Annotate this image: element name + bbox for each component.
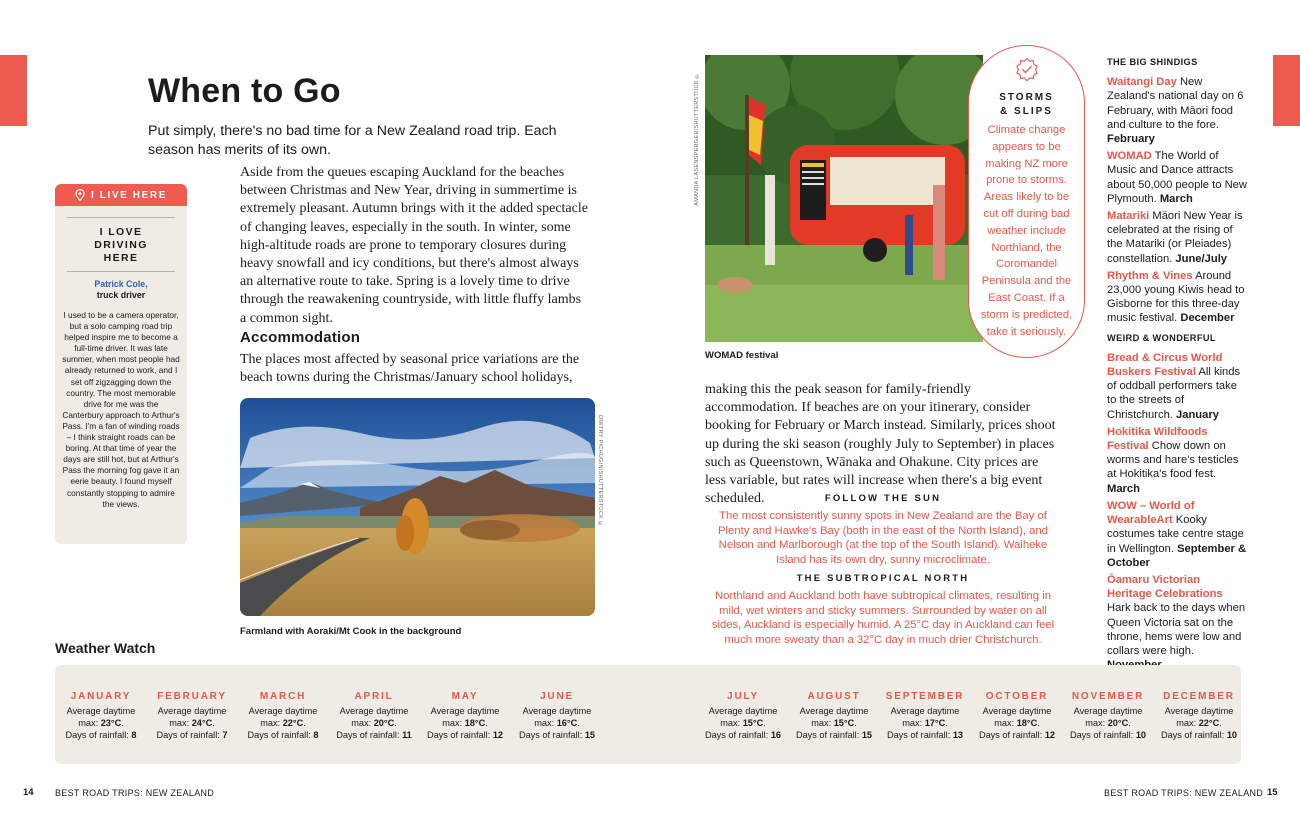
farmland-caption: Farmland with Aoraki/Mt Cook in the background: [240, 626, 462, 637]
contributor: [55, 279, 187, 301]
follow-sun-heading: FOLLOW THE SUN: [824, 493, 942, 504]
i-live-here-box: [55, 184, 187, 544]
farmland-landscape-image: [240, 398, 595, 616]
running-footer-right: BEST ROAD TRIPS: NEW ZEALAND: [1104, 788, 1264, 798]
weather-watch-heading: Weather Watch: [55, 640, 156, 656]
right-page-tab: [1273, 55, 1300, 126]
event-item: Ōamaru Victorian Heritage Celebrations Hark back to the days when Queen Victoria sat on the throne, hems were low and collars were high.: [1107, 573, 1246, 657]
body-paragraph: Aside from the queues escaping Auckland for the beaches between Christmas and New Year, driving in summertime is extremely pleasant. Autumn brings with it the added spectacle of changing leaves, especially in the south. In winter, some high-altitude roads are prone to temporary closures during heavy snowfall and icy conditions, but there's almost always an alternative route to take. Spring is a lovely time to drive through the reawakening countryside, with little fluffy lambs a common sight.: [240, 165, 588, 326]
intro-text: Put simply, there's no bad time for a New Zealand road trip. Each season has merits of its own.: [148, 123, 557, 158]
storms-text: Climate change appears to be making NZ more prone to storms. Areas likely to be cut off during bad weather include Northland, the Coromandel Peninsula and the East Coast. If a storm is predicted, take it seriously.: [980, 124, 1073, 338]
event-item: WOW – World of WearableArt Kooky costumes take centre stage in Wellington. September & October: [1107, 499, 1247, 569]
month-weather: JULY Average daytime max: 15°C. Days of rainfall: 16: [704, 691, 782, 740]
womad-photo: [705, 55, 983, 342]
month-weather: NOVEMBER Average daytime max: 20°C. Days of rainfall: 10: [1069, 691, 1147, 740]
farmland-photo: [240, 398, 595, 616]
i-live-here-badge: [55, 184, 187, 206]
location-pin-icon: [75, 189, 85, 201]
month-weather: MAY Average daytime max: 18°C. Days of rainfall: 12: [426, 691, 504, 740]
subtropical-text: Northland and Auckland both have subtropical climates, resulting in mild, wet winters and sticky summers. Surrounded by water on all sides, Auckland is especially humid. A 25°C day in Auckland can feel much more sweaty than a 32°C day in much drier Christchurch.: [711, 590, 1055, 646]
left-page-tab: [0, 55, 27, 126]
contributor-quote: I used to be a camera operator, but a solo camping road trip helped inspire me to become a full-time driver. It was late summer, when most people had already returned to work, and I set off zigzagging down the country. The most memorable drive for me was the Canterbury approach to Arthur's Pass. I'm a fan of winding roads – I think straight roads can be boring. At that time of year the days are still hot, but at Arthur's Pass the morning fog gave it an eerie beauty. I found myself constantly stopping to admire the views.: [62, 310, 180, 509]
month-weather: MARCH Average daytime max: 22°C. Days of rainfall: 8: [247, 691, 319, 740]
page-title: When to Go: [148, 72, 341, 110]
page-number-right: 15: [1267, 787, 1278, 798]
accommodation-heading: Accommodation: [240, 329, 361, 346]
accommodation-paragraph-continued: making this the peak season for family-friendly accommodation. If beaches are on your itinerary, consider booking for February or March instead. Similarly, prices shoot up during the ski season (roughly July to September) in places such as Queenstown, Wānaka and Ohakune. City prices are less variable, but rates will increase when there's a big event scheduled.: [705, 382, 1056, 507]
event-item: WOMAD The World of Music and Dance attracts about 50,000 people to New Plymouth. March: [1107, 150, 1247, 205]
farmland-photo-credit: DMITRY PICHUGIN/SHUTTERSTOCK ©: [597, 415, 603, 528]
contributor-role: truck driver: [96, 290, 146, 300]
month-weather: AUGUST Average daytime max: 15°C. Days of rainfall: 15: [795, 691, 873, 740]
events-column: [1107, 55, 1247, 672]
event-item: Matariki Māori New Year is celebrated at the rising of the Matariki (or Pleiades) constellation. June/July: [1107, 210, 1243, 265]
womad-festival-image: [705, 55, 983, 342]
month-weather: OCTOBER Average daytime max: 18°C. Days of rainfall: 12: [978, 691, 1056, 740]
storms-heading: STORMS & SLIPS: [999, 92, 1054, 117]
storms-slips-callout: [968, 45, 1085, 358]
event-item: Rhythm & Vines Around 23,000 young Kiwis head to Gisborne for this three-day music festival. December: [1107, 269, 1245, 325]
month-weather: SEPTEMBER Average daytime max: 17°C. Days of rainfall: 13: [885, 691, 965, 740]
divider: [67, 217, 175, 218]
womad-caption: WOMAD festival: [705, 350, 779, 361]
event-item: Bread & Circus World Buskers Festival All kinds of oddball performers take to the streets of Christchurch. January: [1107, 351, 1241, 421]
check-badge-icon: [1015, 57, 1039, 81]
month-weather: JUNE Average daytime max: 16°C. Days of rainfall: 15: [518, 691, 596, 740]
month-weather: DECEMBER Average daytime max: 22°C. Days of rainfall: 10: [1160, 691, 1238, 740]
womad-photo-credit: AMANDA LASENSPERGER/SHUTTERSTOCK ©: [694, 72, 700, 206]
month-weather: APRIL Average daytime max: 20°C. Days of rainfall: 11: [336, 691, 412, 740]
month-weather: FEBRUARY Average daytime max: 24°C. Days of rainfall: 7: [156, 691, 228, 740]
follow-sun-text: The most consistently sunny spots in New Zealand are the Bay of Plenty and Hawke's Bay (both in the east of the North Island), and Nelson and Marlborough (at the top of the South Island). Waiheke Island has its own dry, sunny microclimate.: [718, 510, 1048, 566]
divider: [67, 271, 175, 272]
subtropical-heading: THE SUBTROPICAL NORTH: [796, 573, 970, 584]
running-footer-left: BEST ROAD TRIPS: NEW ZEALAND: [55, 788, 215, 798]
i-love-driving-title: I LOVE DRIVING HERE: [94, 226, 148, 264]
big-shindigs-heading: THE BIG SHINDIGS: [1107, 57, 1198, 67]
page-number-left: 14: [23, 787, 34, 798]
month-weather: JANUARY Average daytime max: 23°C. Days of rainfall: 8: [65, 691, 137, 740]
event-item: Waitangi Day New Zealand's national day on 6 February, with Māori food and culture to the fore. February: [1107, 76, 1244, 146]
accommodation-paragraph-start: The places most affected by seasonal price variations are the beach towns during the Christmas/January school holidays,: [240, 352, 580, 386]
event-item: Hokitika Wildfoods Festival Chow down on worms and hare's testicles at Hokitika's food fest. March: [1107, 425, 1239, 495]
weather-watch-panel: [55, 665, 1241, 764]
contributor-name: Patrick Cole,: [94, 279, 148, 289]
weird-wonderful-heading: WEIRD & WONDERFUL: [1107, 332, 1216, 343]
i-live-here-label: I LIVE HERE: [91, 189, 167, 201]
